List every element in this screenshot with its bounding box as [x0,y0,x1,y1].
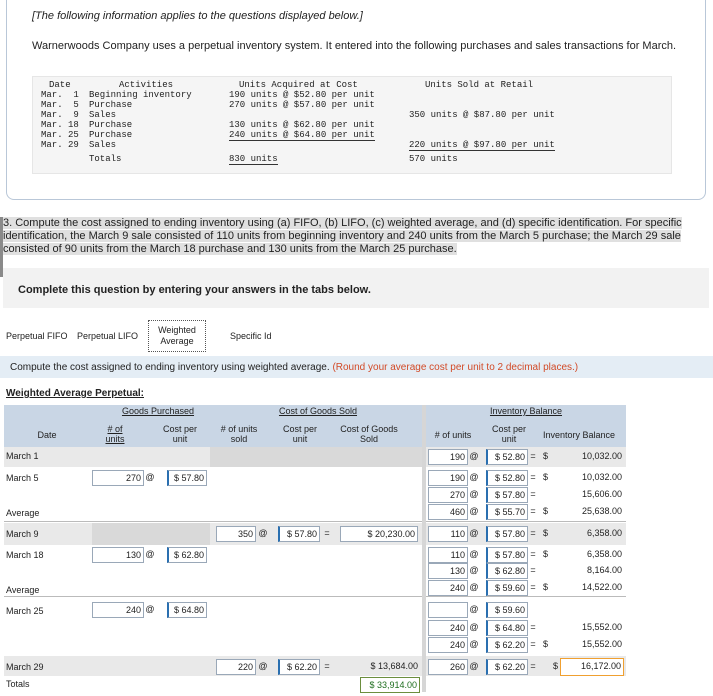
tx-activity: Purchase [89,120,133,130]
at-sign: @ [145,549,155,559]
balance-cost-per-unit[interactable]: $ 52.80 [486,470,528,486]
table-title: Weighted Average Perpetual: [6,388,144,399]
col-units-purchased: # of units [105,424,125,444]
balance-cost-per-unit[interactable]: $ 57.80 [486,487,528,503]
purchase-cost-input[interactable]: $ 57.80 [167,470,207,486]
balance-cost-per-unit[interactable]: $ 52.80 [486,449,528,465]
tx-sold: 350 units @ $87.80 per unit [409,110,555,120]
balance-cost-per-unit[interactable]: $ 62.20 [486,659,528,675]
dollar-sign: $ [542,451,548,461]
at-sign: @ [258,528,268,538]
disabled-area [210,447,422,467]
purchase-units-input[interactable]: 240 [92,602,144,618]
equals-sign: = [530,549,536,559]
instruction-note: (Round your average cost per unit to 2 decimal places.) [332,362,579,373]
col-cost-per-unit-sold: Cost per unit [282,424,317,444]
tx-sold: 220 units @ $97.80 per unit [409,140,555,150]
at-sign: @ [469,549,479,559]
equals-sign: = [530,451,536,461]
at-sign: @ [258,661,268,671]
equals-sign: = [530,582,536,592]
col-inventory-balance: Inventory Balance [542,430,616,440]
transactions-table [32,76,672,174]
balance-cost-per-unit[interactable]: $ 62.80 [486,563,528,579]
tx-date: Mar. 5 [41,100,79,110]
inventory-balance-value: 14,522.00 [581,582,622,592]
equals-sign: = [530,472,536,482]
tx-date: Mar. 18 [41,120,79,130]
tx-col-sold: Units Sold at Retail [425,80,534,90]
inventory-balance-value: 8,164.00 [586,565,622,575]
instruction-main: Compute the cost assigned to ending inventory using weighted average. [10,362,330,373]
at-sign: @ [469,622,479,632]
balance-units[interactable]: 260 [428,659,468,675]
tx-acquired: 270 units @ $57.80 per unit [229,100,375,110]
info-intro: Warnerwoods Company uses a perpetual inventory system. It entered into the following purchases and sales transactions for March. [32,40,677,52]
complete-instruction: Complete this question by entering your answers in the tabs below. [18,284,371,296]
equals-sign: = [530,489,536,499]
tx-acquired: 190 units @ $52.80 per unit [229,90,375,100]
equals-sign: = [530,639,536,649]
group-inventory-balance: Inventory Balance [489,406,563,416]
balance-units[interactable]: 240 [428,637,468,653]
purchase-cost-input[interactable]: $ 64.80 [167,602,207,618]
dollar-sign: $ [542,639,548,649]
info-header: [The following information applies to the questions displayed below.] [32,10,363,22]
weighted-average-table [4,402,626,692]
tx-date: Mar. 9 [41,110,79,120]
tx-totals-sold: 570 units [409,154,458,164]
cogs-value: $ 20,230.00 [340,526,418,542]
at-sign: @ [469,661,479,671]
instruction-text [10,362,578,373]
sold-cost-input[interactable]: $ 57.80 [278,526,320,542]
tx-activity: Purchase [89,130,133,140]
col-date: Date [37,430,57,440]
inventory-balance-value: 15,606.00 [581,489,622,499]
row-label: March 18 [6,550,44,560]
at-sign: @ [469,506,479,516]
dollar-sign: $ [542,506,548,516]
tx-col-date: Date [49,80,71,90]
col-cost-per-unit-balance: Cost per unit [491,424,526,444]
at-sign: @ [469,639,479,649]
inventory-balance-value: 6,358.00 [586,528,622,538]
tx-activity: Beginning inventory [89,90,192,100]
equals-sign: = [530,661,536,671]
tx-activity: Purchase [89,100,133,110]
tab-specific-id[interactable]: Specific Id [230,331,272,341]
cogs-value: $ 13,684.00 [370,661,418,671]
at-sign: @ [469,604,479,614]
purchase-units-input[interactable]: 270 [92,470,144,486]
row-label: March 29 [6,662,44,672]
at-sign: @ [469,528,479,538]
tx-col-acquired: Units Acquired at Cost [239,80,358,90]
dollar-sign: $ [542,472,548,482]
tab-perpetual-lifo[interactable]: Perpetual LIFO [77,331,139,341]
balance-cost-per-unit[interactable]: $ 57.80 [486,526,528,542]
purchase-cost-input[interactable]: $ 62.80 [167,547,207,563]
balance-units[interactable]: 130 [428,563,468,579]
tab-perpetual-fifo[interactable]: Perpetual FIFO [6,331,68,341]
inventory-balance-value: 25,638.00 [581,506,622,516]
at-sign: @ [145,472,155,482]
balance-units[interactable]: 460 [428,504,468,520]
tx-acquired: 240 units @ $64.80 per unit [229,130,375,140]
group-goods-purchased: Goods Purchased [121,406,195,416]
dollar-sign: $ [542,582,548,592]
balance-units[interactable]: 190 [428,470,468,486]
average-cost-input[interactable]: $ 55.70 [486,504,528,520]
ending-inventory-value: 16,172.00 [560,658,624,676]
col-units-balance: # of units [434,430,472,440]
tx-date: Mar. 1 [41,90,79,100]
total-cogs-value: $ 33,914.00 [360,677,420,693]
row-label: Average [6,508,40,518]
units-sold-input[interactable]: 220 [216,659,256,675]
question-text [3,217,709,256]
balance-units[interactable]: 190 [428,449,468,465]
row-label: March 1 [6,451,39,461]
disabled-area [92,523,210,545]
equals-sign: = [324,528,330,538]
balance-units[interactable]: 110 [428,547,468,563]
at-sign: @ [469,565,479,575]
tx-date: Mar. 25 [41,130,79,140]
tx-activity: Sales [89,110,117,120]
equals-sign: = [530,565,536,575]
row-label: March 9 [6,529,39,539]
equals-sign: = [530,506,536,516]
row-label: Totals [6,679,30,689]
inventory-balance-value: 15,552.00 [581,622,622,632]
units-sold-input[interactable]: 350 [216,526,256,542]
tx-totals-label: Totals [89,154,122,164]
at-sign: @ [469,489,479,499]
inventory-balance-value: 10,032.00 [581,451,622,461]
balance-units[interactable]: 240 [428,580,468,596]
tx-acquired: 130 units @ $62.80 per unit [229,120,375,130]
col-units-sold: # of units sold [220,424,258,444]
row-totals [4,676,626,692]
tx-totals-acquired: 830 units [229,154,278,164]
at-sign: @ [469,582,479,592]
purchase-units-input[interactable]: 130 [92,547,144,563]
dollar-sign: $ [542,528,548,538]
row-label: Average [6,585,40,595]
tx-activity: Sales [89,140,117,150]
tx-col-activities: Activities [119,80,174,90]
group-cogs: Cost of Goods Sold [278,406,358,416]
inventory-balance-value: 6,358.00 [586,549,622,559]
column-separator [422,447,426,692]
at-sign: @ [469,472,479,482]
balance-units[interactable]: 110 [428,526,468,542]
balance-units[interactable]: 240 [428,620,468,636]
balance-cost-per-unit[interactable]: $ 59.60 [486,602,528,618]
tx-date: Mar. 29 [41,140,79,150]
balance-cost-per-unit[interactable]: $ 64.80 [486,620,528,636]
col-cost-of-goods-sold: Cost of Goods Sold [340,424,398,444]
question-part-b: (a) FIFO, (b) LIFO, (c) weighted average, and (d) specific identification. For specific identification, the March 9 sale consisted of 110 units from beginning inventory and 240 units from the March 5 purchase; the March 29 sale consisted of 90 units from the March 18 purchase and 130 units from the March 25 purchase. [3,217,682,255]
inventory-balance-value: 10,032.00 [581,472,622,482]
row-label: March 25 [6,606,44,616]
balance-cost-per-unit[interactable]: $ 57.80 [486,547,528,563]
at-sign: @ [145,604,155,614]
equals-sign: = [324,661,330,671]
balance-units[interactable]: 270 [428,487,468,503]
col-cost-per-unit-purchased: Cost per unit [162,424,197,444]
row-label: March 5 [6,473,39,483]
equals-sign: = [530,528,536,538]
dollar-sign: $ [542,549,548,559]
dollar-sign: $ [552,661,558,671]
sold-cost-input[interactable]: $ 62.20 [278,659,320,675]
average-cost-input[interactable]: $ 62.20 [486,637,528,653]
average-cost-input[interactable]: $ 59.60 [486,580,528,596]
balance-units[interactable] [428,602,468,618]
question-part-a: 3. Compute the cost assigned to ending inventory using [3,217,277,229]
at-sign: @ [469,451,479,461]
tab-weighted-average[interactable]: Weighted Average [148,320,206,352]
inventory-balance-value: 15,552.00 [581,639,622,649]
equals-sign: = [530,622,536,632]
